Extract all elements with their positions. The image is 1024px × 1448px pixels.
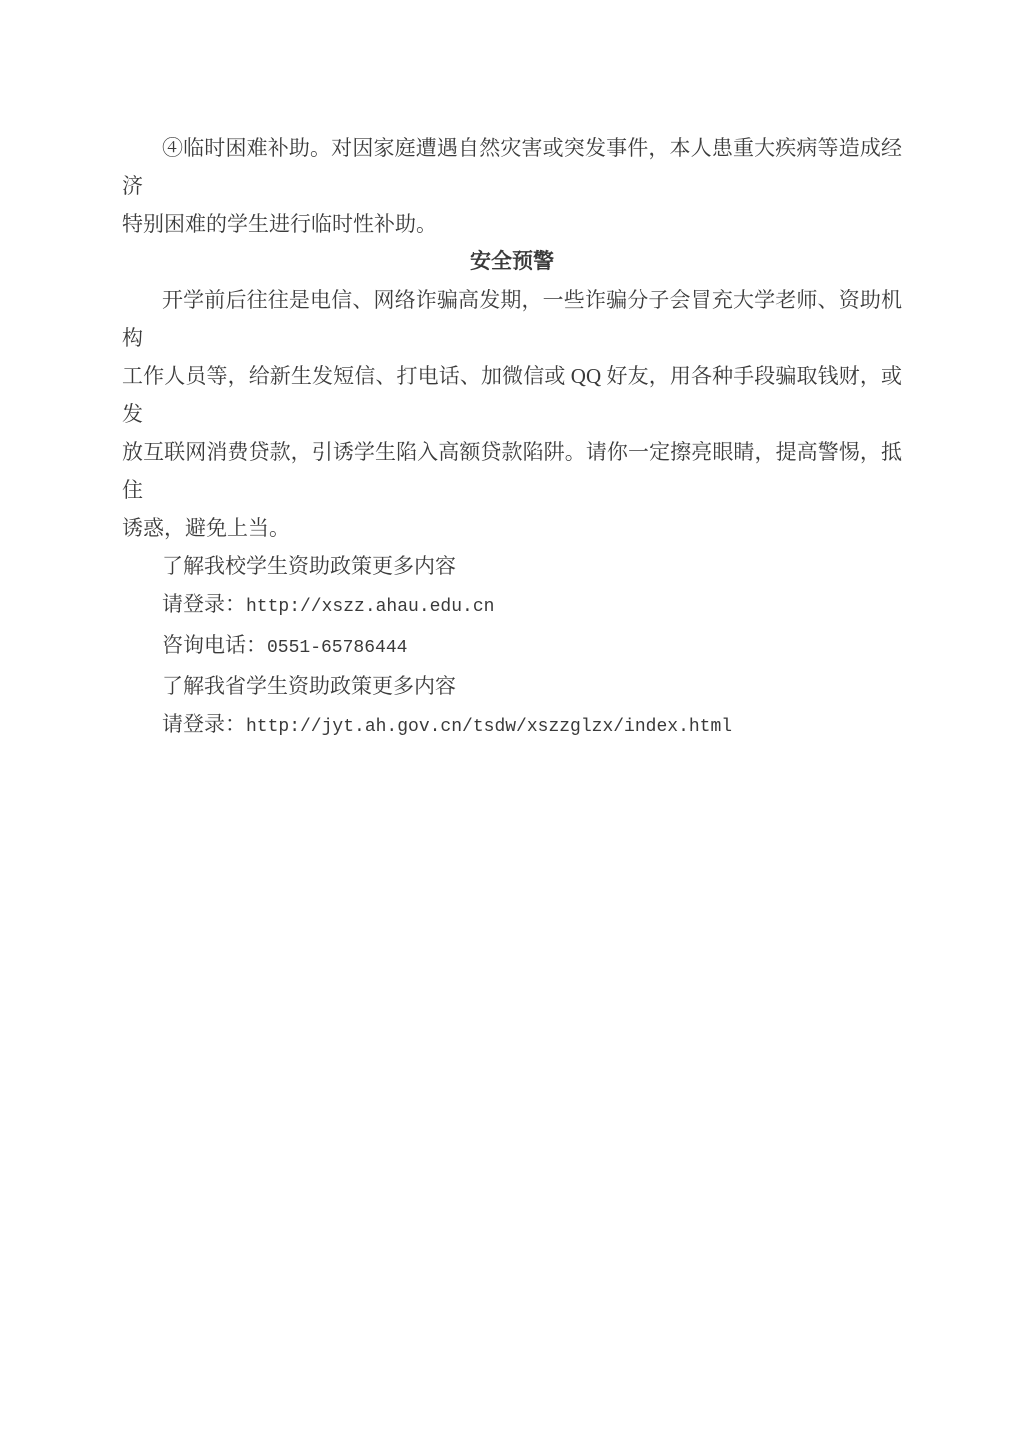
school-aid-url: http://xszz.ahau.edu.cn: [246, 597, 495, 617]
phone-label: 咨询电话：: [162, 633, 267, 657]
paragraph-warning-line-1: 开学前后往往是电信、网络诈骗高发期，一些诈骗分子会冒充大学老师、资助机构: [122, 288, 902, 350]
document-content: [122, 129, 902, 746]
phone-number: 0551-65786444: [267, 638, 408, 658]
info-phone-line: [122, 626, 902, 667]
login-label: 请登录：: [162, 712, 246, 736]
paragraph-warning-line-4: 诱惑，避免上当。: [122, 516, 290, 540]
login-label: 请登录：: [162, 592, 246, 616]
province-aid-url: http://jyt.ah.gov.cn/tsdw/xszzglzx/index.html: [246, 717, 733, 737]
section-heading-security-alert: 安全预警: [470, 250, 554, 273]
paragraph-subsidy-line-1: ④临时困难补助。对因家庭遭遇自然灾害或突发事件，本人患重大疾病等造成经济: [122, 136, 902, 198]
info-school-login-line: [122, 585, 902, 626]
info-province-login-line: [122, 705, 902, 746]
paragraph-warning-line-2: 工作人员等，给新生发短信、打电话、加微信或 QQ 好友，用各种手段骗取钱财，或发: [122, 364, 902, 426]
info-school-more-text: 了解我校学生资助政策更多内容: [162, 554, 456, 578]
paragraph-warning-line-3: 放互联网消费贷款，引诱学生陷入高额贷款陷阱。请你一定擦亮眼睛，提高警惕，抵住: [122, 440, 902, 502]
info-province-more-text: 了解我省学生资助政策更多内容: [162, 674, 456, 698]
paragraph-subsidy-line-2: 特别困难的学生进行临时性补助。: [122, 212, 437, 236]
